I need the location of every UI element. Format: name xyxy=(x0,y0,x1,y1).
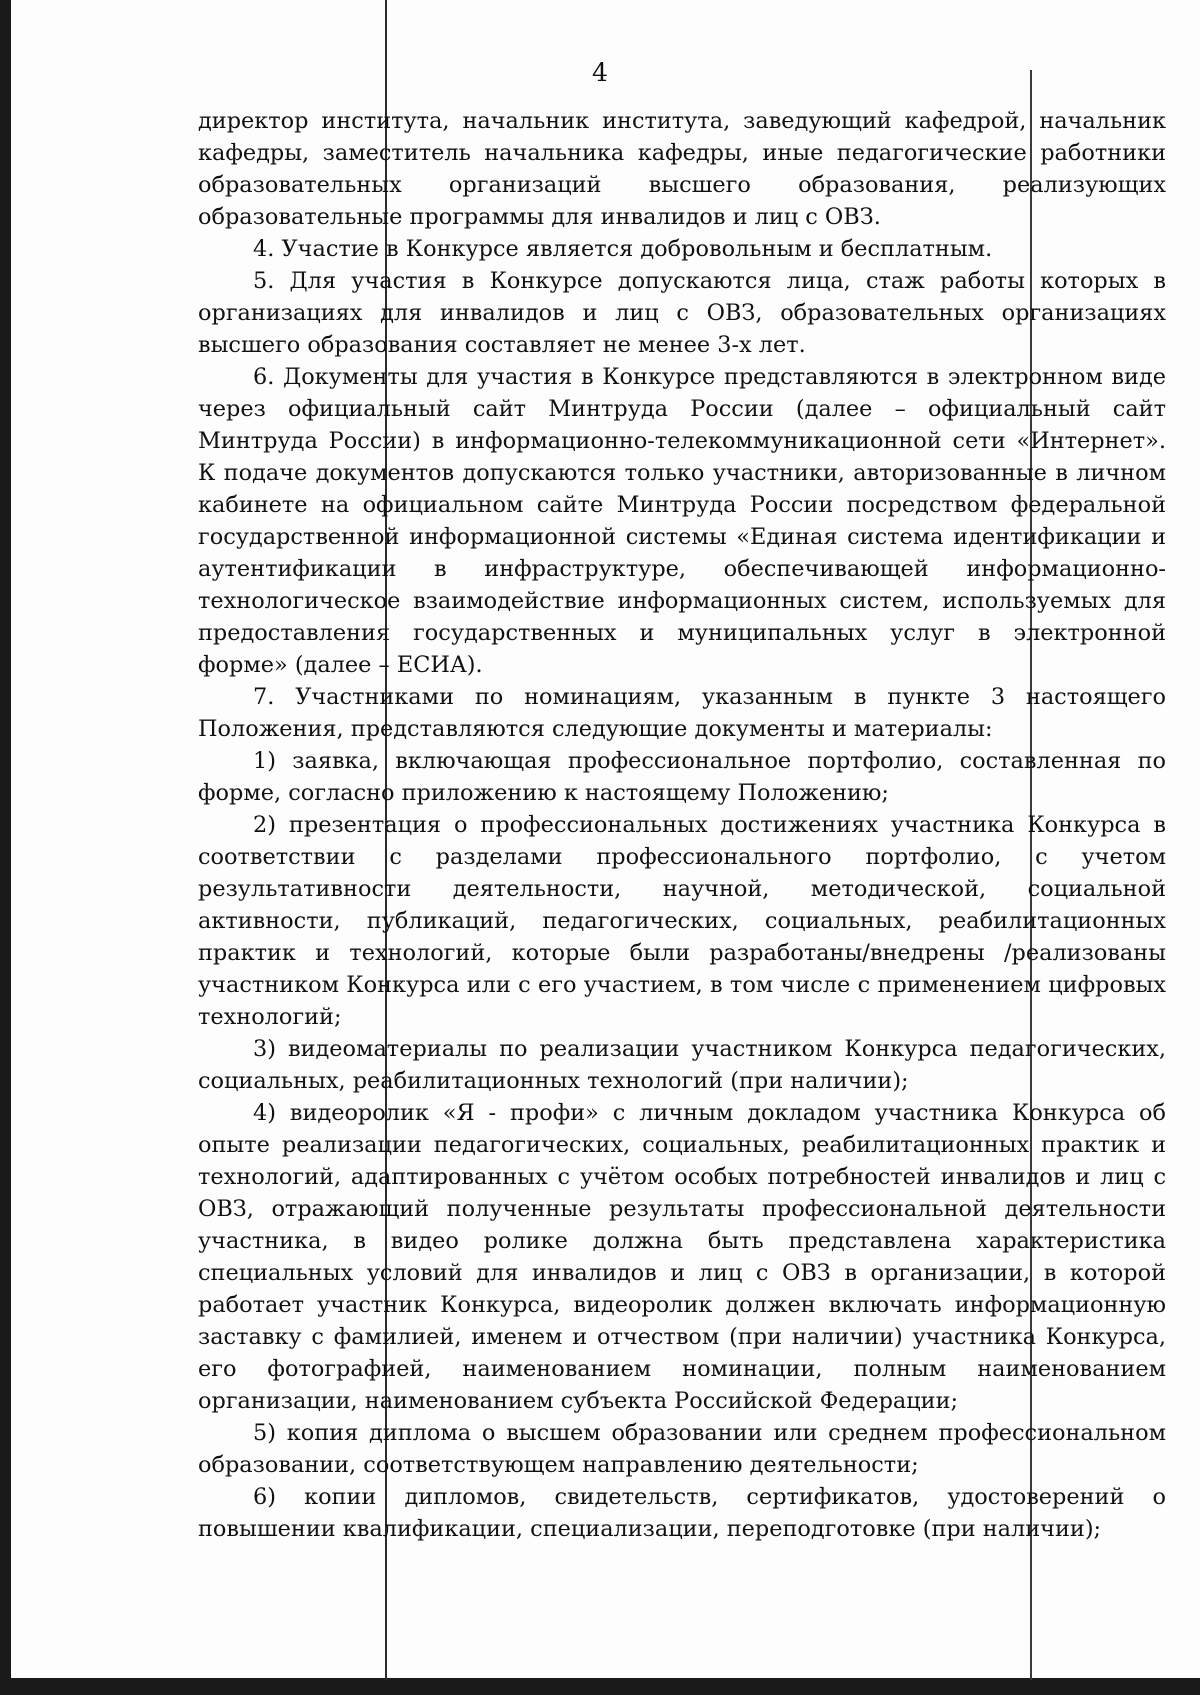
paragraph: 7. Участниками по номинациям, указанным в пункте 3 настоящего Положения, представляются следующие документы и материалы: xyxy=(198,684,1166,742)
page-number: 4 xyxy=(592,58,608,87)
list-item: 4) видеоролик «Я - профи» с личным докладом участника Конкурса об опыте реализации педагогических, социальных, реабилитационных практик и технологий, адаптированных с учётом особых потребностей инвалидов и лиц с ОВЗ, отражающий полученные результаты профессиональной деятельности участника, в видео ролике должна быть представлена характеристика специальных условий для инвалидов и лиц с ОВЗ в организации, в которой работает участник Конкурса, видеоролик должен включать информационную заставку с фамилией, именем и отчеством (при наличии) участника Конкурса, его фотографией, наименованием номинации, полным наименованием организации, наименованием субъекта Российской Федерации; xyxy=(198,1100,1166,1414)
paragraph: 6. Документы для участия в Конкурсе представляются в электронном виде через официальный сайт Минтруда России (далее – официальный сайт Минтруда России) в информационно-телекоммуникационной сети «Интернет». К подаче документов допускаются только участники, авторизованные в личном кабинете на официальном сайте Минтруда России посредством федеральной государственной информационной системы «Единая система идентификации и аутентификации в инфраструктуре, обеспечивающей информационно-технологическое взаимодействие информационных систем, используемых для предоставления государственных и муниципальных услуг в электронной форме» (далее – ЕСИА). xyxy=(198,364,1166,678)
scan-bottom-border xyxy=(0,1678,1200,1695)
list-item: 6) копии дипломов, свидетельств, сертификатов, удостоверений о повышении квалификации, специализации, переподготовке (при наличии); xyxy=(198,1484,1166,1542)
paragraph: 4. Участие в Конкурсе является добровольным и бесплатным. xyxy=(253,236,993,262)
list-item: 1) заявка, включающая профессиональное портфолио, составленная по форме, согласно приложению к настоящему Положению; xyxy=(198,748,1166,806)
paragraph: 5. Для участия в Конкурсе допускаются лица, стаж работы которых в организациях для инвалидов и лиц с ОВЗ, образовательных организациях высшего образования составляет не менее 3-х лет. xyxy=(198,268,1166,358)
list-item: 3) видеоматериалы по реализации участником Конкурса педагогических, социальных, реабилитационных технологий (при наличии); xyxy=(198,1036,1166,1094)
list-item: 2) презентация о профессиональных достижениях участника Конкурса в соответствии с разделами профессионального портфолио, с учетом результативности деятельности, научной, методической, социальной активности, публикаций, педагогических, социальных, реабилитационных практик и технологий, которые были разработаны/внедрены /реализованы участником Конкурса или с его участием, в том числе с применением цифровых технологий; xyxy=(198,812,1166,1030)
list-item: 5) копия диплома о высшем образовании или среднем профессиональном образовании, соответствующем направлению деятельности; xyxy=(198,1420,1166,1478)
document-body xyxy=(198,105,1166,1545)
paragraph: директор института, начальник института, заведующий кафедрой, начальник кафедры, заместитель начальника кафедры, иные педагогические работники образовательных организаций высшего образования, реализующих образовательные программы для инвалидов и лиц с ОВЗ. xyxy=(198,108,1166,230)
scan-left-border xyxy=(0,0,11,1695)
